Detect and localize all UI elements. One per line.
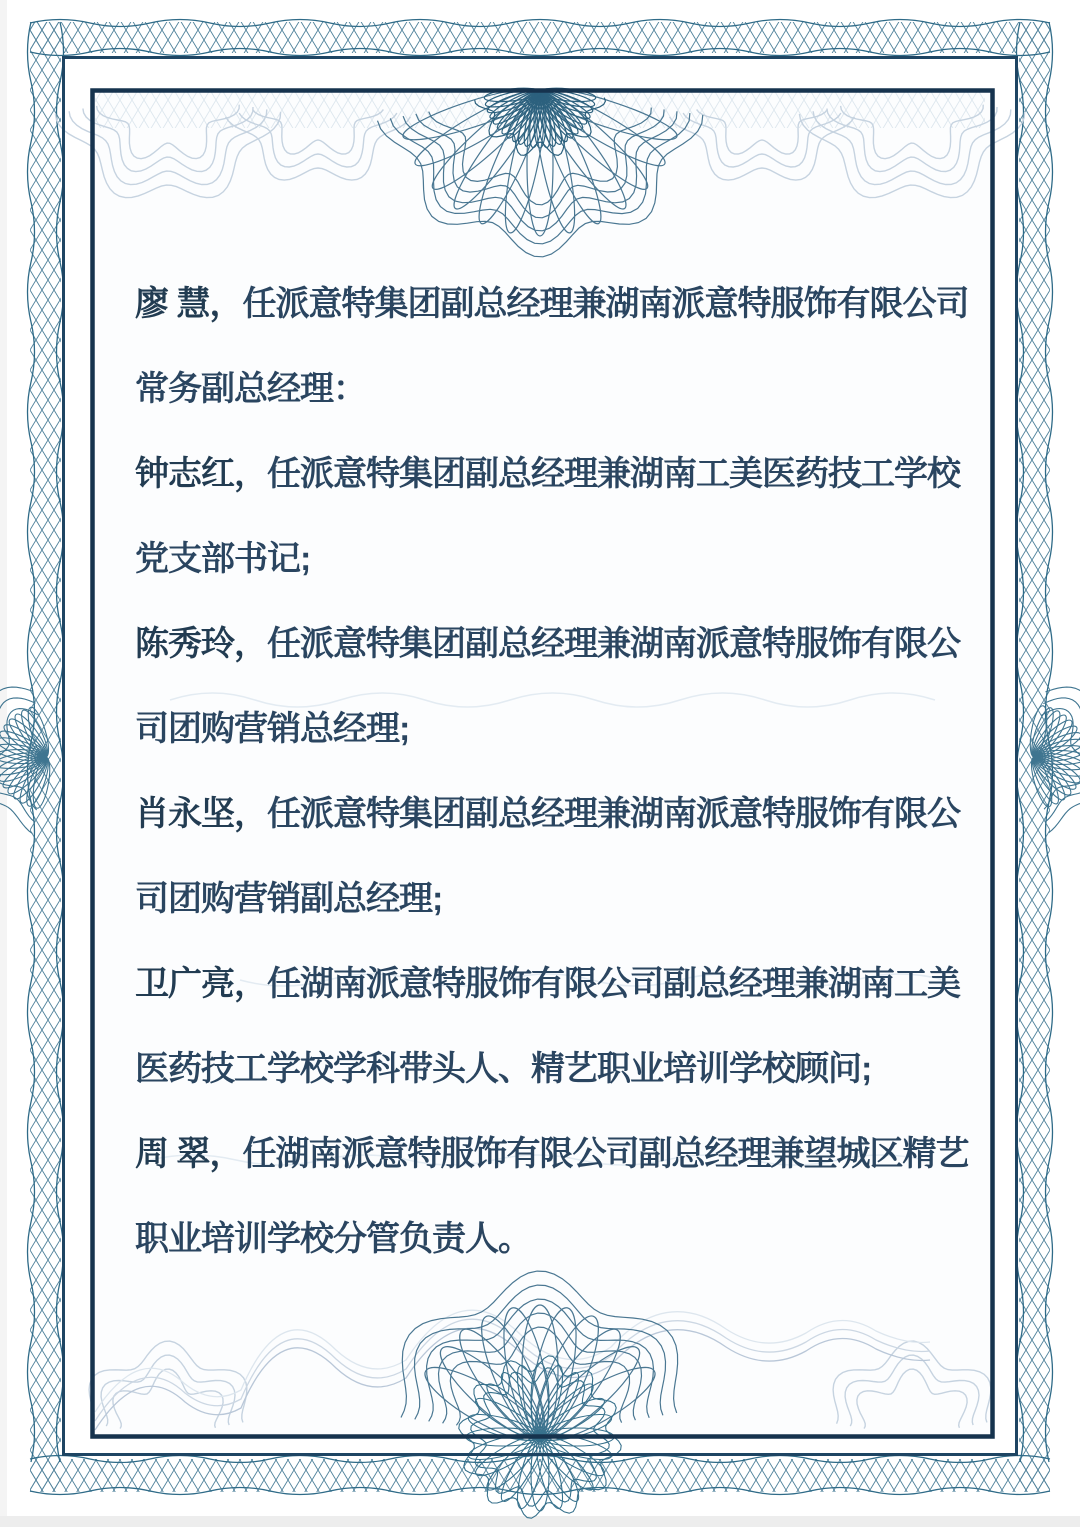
person-name: 肖永坚， (135, 795, 267, 833)
entry-1-line-1 (135, 262, 995, 347)
entry-6-line-2: 职业培训学校分管负责人。 (135, 1220, 531, 1258)
entry-4-line-1 (135, 772, 995, 857)
appointment-text: 任派意特集团副总经理兼湖南工美医药技工学校 (267, 455, 960, 493)
appointment-text: 任湖南派意特服饰有限公司副总经理兼湖南工美 (267, 965, 960, 1003)
person-name: 陈秀玲， (135, 625, 267, 663)
person-name: 廖 慧， (135, 285, 243, 323)
entry-5-line-1 (135, 942, 995, 1027)
entry-2-line-1 (135, 432, 995, 517)
person-name: 周 翠， (135, 1135, 243, 1173)
appointment-text: 任湖南派意特服饰有限公司副总经理兼望城区精艺 (242, 1135, 969, 1173)
appointment-text: 任派意特集团副总经理兼湖南派意特服饰有限公 (267, 625, 960, 663)
entry-1-line-2: 常务副总经理： (135, 370, 366, 408)
page-edge-bottom (0, 1516, 1080, 1527)
entry-2-line-2: 党支部书记; (135, 540, 311, 578)
person-name: 钟志红， (135, 455, 267, 493)
entry-6-line-1 (135, 1112, 995, 1197)
appointment-text: 任派意特集团副总经理兼湖南派意特服饰有限公司 (242, 285, 969, 323)
appointment-text: 任派意特集团副总经理兼湖南派意特服饰有限公 (267, 795, 960, 833)
person-name: 卫广亮， (135, 965, 267, 1003)
entry-3-line-2: 司团购营销总经理; (135, 710, 410, 748)
entry-4-line-2: 司团购营销副总经理; (135, 880, 443, 918)
appointment-list (135, 262, 995, 1282)
entry-3-line-1 (135, 602, 995, 687)
entry-5-line-2: 医药技工学校学科带头人、精艺职业培训学校顾问; (135, 1050, 872, 1088)
